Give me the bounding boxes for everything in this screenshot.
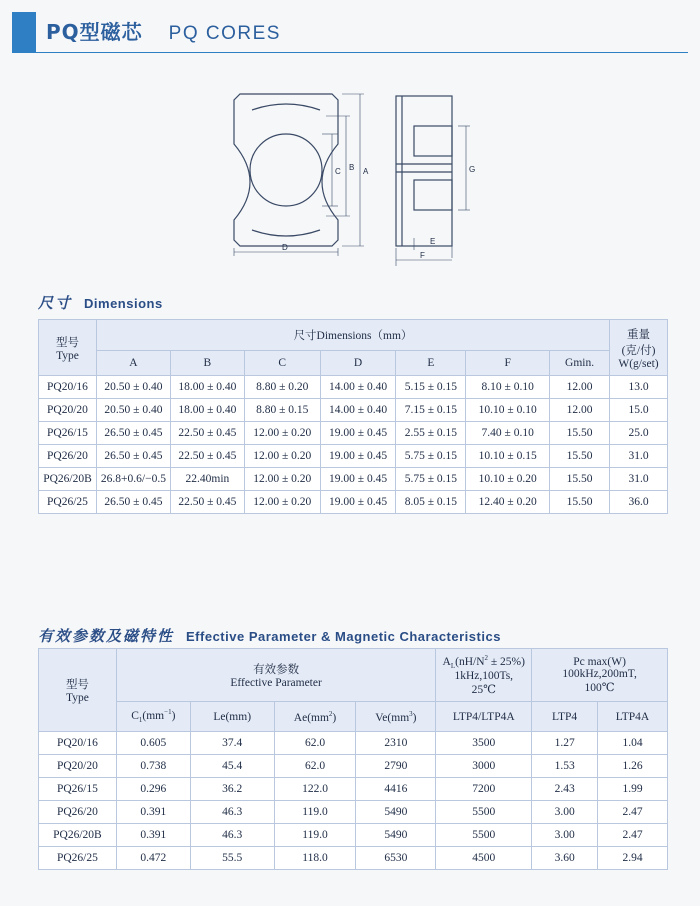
- cell-type: PQ20/20: [39, 399, 97, 422]
- cell-pc1: 2.43: [532, 778, 598, 801]
- cell-ve: 5490: [356, 801, 436, 824]
- col-header-le: Le(mm): [190, 702, 274, 732]
- al-condition-1: 1kHz,100Ts,: [454, 670, 514, 683]
- table-row: [39, 824, 668, 847]
- cell-b: 22.50 ± 0.45: [170, 491, 244, 514]
- cell-w: 15.0: [610, 399, 668, 422]
- cell-al: 3000: [436, 755, 532, 778]
- cell-d: 19.00 ± 0.45: [320, 468, 396, 491]
- cell-c1: 0.296: [116, 778, 190, 801]
- cell-w: 36.0: [610, 491, 668, 514]
- col-header-pc-ltp4: LTP4: [532, 702, 598, 732]
- table-row: [39, 491, 668, 514]
- dim-label-e: E: [430, 237, 436, 246]
- col-header-al-material: LTP4/LTP4A: [436, 702, 532, 732]
- table-row: [39, 755, 668, 778]
- center-post-circle: [250, 134, 322, 206]
- cell-d: 19.00 ± 0.45: [320, 445, 396, 468]
- col-header-d: D: [320, 351, 396, 376]
- cell-g: 15.50: [550, 445, 610, 468]
- dimensions-table: [38, 319, 668, 514]
- cell-g: 15.50: [550, 468, 610, 491]
- cell-a: 26.50 ± 0.45: [96, 491, 170, 514]
- dimensions-type-en: Type: [56, 349, 79, 362]
- cell-type: PQ26/20: [39, 445, 97, 468]
- page-title-cn: PQ型磁芯: [46, 20, 143, 44]
- dimensions-type-header: [39, 320, 97, 376]
- effective-heading-en: Effective Parameter & Magnetic Characteristics: [186, 629, 501, 644]
- pc-header: [532, 649, 668, 702]
- dim-label-a: A: [363, 167, 369, 176]
- cell-e: 5.75 ± 0.15: [396, 445, 466, 468]
- weight-header: [610, 320, 668, 376]
- al-condition-2: 25℃: [471, 684, 496, 697]
- cell-pc2: 2.94: [598, 847, 668, 870]
- cell-ve: 6530: [356, 847, 436, 870]
- table-row: [39, 778, 668, 801]
- page-title: [46, 16, 281, 45]
- effective-type-header: [39, 649, 117, 732]
- col-header-ve: $Ve(mm^3)$: [356, 702, 436, 732]
- cell-f: 8.10 ± 0.10: [466, 376, 550, 399]
- weight-en: W(g/set): [618, 357, 659, 370]
- effective-group-en: Effective Parameter: [230, 677, 322, 689]
- cell-g: 15.50: [550, 491, 610, 514]
- col-header-g: Gmin.: [550, 351, 610, 376]
- table-row: [39, 732, 668, 755]
- cell-b: 18.00 ± 0.40: [170, 399, 244, 422]
- cell-c: 12.00 ± 0.20: [244, 491, 320, 514]
- cell-w: 13.0: [610, 376, 668, 399]
- cell-al: 5500: [436, 801, 532, 824]
- dim-label-f: F: [420, 251, 425, 260]
- cell-a: 26.50 ± 0.45: [96, 422, 170, 445]
- cell-a: 26.50 ± 0.45: [96, 445, 170, 468]
- cell-w: 31.0: [610, 445, 668, 468]
- dimensions-group-header: 尺寸Dimensions（mm）: [96, 320, 609, 351]
- cell-ae: 118.0: [274, 847, 356, 870]
- table-row: [39, 445, 668, 468]
- col-header-e: E: [396, 351, 466, 376]
- page-title-en: PQ CORES: [168, 23, 281, 44]
- cell-al: 7200: [436, 778, 532, 801]
- cell-e: 5.15 ± 0.15: [396, 376, 466, 399]
- title-divider: [12, 52, 688, 53]
- cell-d: 14.00 ± 0.40: [320, 399, 396, 422]
- al-header: $A_L(nH/N^2 \pm 25\%)$ 1kHz,100Ts, 25℃: [436, 649, 532, 702]
- cell-w: 25.0: [610, 422, 668, 445]
- col-header-c: C: [244, 351, 320, 376]
- cell-pc2: 1.99: [598, 778, 668, 801]
- dimensions-heading-en: Dimensions: [84, 296, 163, 311]
- cell-le: 37.4: [190, 732, 274, 755]
- cell-ve: 5490: [356, 824, 436, 847]
- cell-b: 22.50 ± 0.45: [170, 445, 244, 468]
- cell-a: 26.8+0.6/−0.5: [96, 468, 170, 491]
- col-header-pc-ltp4a: LTP4A: [598, 702, 668, 732]
- table-row: [39, 468, 668, 491]
- cell-type: PQ26/20: [39, 801, 117, 824]
- col-header-a: A: [96, 351, 170, 376]
- title-accent-bar: [12, 12, 36, 52]
- cell-ae: 119.0: [274, 801, 356, 824]
- cell-type: PQ26/25: [39, 491, 97, 514]
- cell-c: 12.00 ± 0.20: [244, 468, 320, 491]
- dim-label-g: G: [469, 165, 476, 174]
- cell-ae: 122.0: [274, 778, 356, 801]
- table-row: [39, 422, 668, 445]
- cell-le: 45.4: [190, 755, 274, 778]
- pq-core-drawing: [222, 88, 482, 268]
- cell-pc1: 3.00: [532, 824, 598, 847]
- cell-d: 19.00 ± 0.45: [320, 422, 396, 445]
- cell-e: 7.15 ± 0.15: [396, 399, 466, 422]
- cell-c1: 0.472: [116, 847, 190, 870]
- cell-type: PQ20/16: [39, 732, 117, 755]
- dimensions-heading: [38, 292, 163, 313]
- cell-e: 2.55 ± 0.15: [396, 422, 466, 445]
- col-header-b: B: [170, 351, 244, 376]
- effective-group-cn: 有效参数: [253, 664, 300, 676]
- cell-ae: 62.0: [274, 732, 356, 755]
- cell-g: 12.00: [550, 399, 610, 422]
- dim-label-c: C: [335, 167, 341, 176]
- cell-f: 10.10 ± 0.10: [466, 399, 550, 422]
- weight-cn: 重量: [627, 328, 650, 341]
- cell-type: PQ26/15: [39, 778, 117, 801]
- cell-ve: 2790: [356, 755, 436, 778]
- cell-pc2: 2.47: [598, 801, 668, 824]
- cell-c1: 0.605: [116, 732, 190, 755]
- col-header-f: F: [466, 351, 550, 376]
- cell-d: 14.00 ± 0.40: [320, 376, 396, 399]
- cell-ve: 4416: [356, 778, 436, 801]
- table-row: [39, 801, 668, 824]
- cell-c: 8.80 ± 0.15: [244, 399, 320, 422]
- dim-label-b: B: [349, 163, 355, 172]
- cell-al: 5500: [436, 824, 532, 847]
- cell-pc2: 1.26: [598, 755, 668, 778]
- cell-ve: 2310: [356, 732, 436, 755]
- cell-c: 8.80 ± 0.20: [244, 376, 320, 399]
- cell-type: PQ20/20: [39, 755, 117, 778]
- table-row: [39, 847, 668, 870]
- cell-pc1: 3.00: [532, 801, 598, 824]
- effective-heading-cn: 有效参数及磁特性: [38, 627, 175, 645]
- cell-ae: 119.0: [274, 824, 356, 847]
- cell-ae: 62.0: [274, 755, 356, 778]
- cell-e: 5.75 ± 0.15: [396, 468, 466, 491]
- cell-b: 22.50 ± 0.45: [170, 422, 244, 445]
- col-header-c1: $C_1(mm^{-1})$: [116, 702, 190, 732]
- cell-type: PQ26/25: [39, 847, 117, 870]
- dim-label-d: D: [282, 243, 288, 252]
- pc-condition-1: 100kHz,200mT,: [562, 668, 637, 680]
- cell-pc1: 1.53: [532, 755, 598, 778]
- cell-c1: 0.391: [116, 824, 190, 847]
- cell-type: PQ26/15: [39, 422, 97, 445]
- effective-table: [38, 648, 668, 870]
- cell-le: 55.5: [190, 847, 274, 870]
- cell-type: PQ26/20B: [39, 824, 117, 847]
- dimensions-heading-cn: 尺寸: [38, 294, 73, 312]
- table-row: [39, 399, 668, 422]
- cell-al: 4500: [436, 847, 532, 870]
- pc-title: Pc max(W): [573, 656, 626, 668]
- dimensions-type-cn: 型号: [55, 336, 79, 349]
- cell-al: 3500: [436, 732, 532, 755]
- cell-f: 10.10 ± 0.20: [466, 468, 550, 491]
- cell-g: 15.50: [550, 422, 610, 445]
- cell-c: 12.00 ± 0.20: [244, 422, 320, 445]
- cell-d: 19.00 ± 0.45: [320, 491, 396, 514]
- cell-b: 22.40min: [170, 468, 244, 491]
- table-row: [39, 376, 668, 399]
- cell-f: 10.10 ± 0.15: [466, 445, 550, 468]
- cell-pc2: 1.04: [598, 732, 668, 755]
- cell-e: 8.05 ± 0.15: [396, 491, 466, 514]
- cell-le: 46.3: [190, 801, 274, 824]
- weight-unit-cn: (克/付): [621, 344, 656, 357]
- cell-a: 20.50 ± 0.40: [96, 399, 170, 422]
- pc-condition-2: 100℃: [584, 682, 615, 694]
- cell-pc1: 1.27: [532, 732, 598, 755]
- cell-g: 12.00: [550, 376, 610, 399]
- cell-f: 12.40 ± 0.20: [466, 491, 550, 514]
- side-view-outline: [396, 96, 452, 246]
- cell-type: PQ20/16: [39, 376, 97, 399]
- effective-group-header: [116, 649, 435, 702]
- cell-le: 36.2: [190, 778, 274, 801]
- cell-c: 12.00 ± 0.20: [244, 445, 320, 468]
- cell-w: 31.0: [610, 468, 668, 491]
- cell-a: 20.50 ± 0.40: [96, 376, 170, 399]
- effective-heading: [38, 625, 501, 646]
- cell-c1: 0.738: [116, 755, 190, 778]
- effective-type-en: Type: [66, 692, 89, 704]
- cell-b: 18.00 ± 0.40: [170, 376, 244, 399]
- cell-pc1: 3.60: [532, 847, 598, 870]
- effective-type-cn: 型号: [65, 679, 89, 691]
- cell-le: 46.3: [190, 824, 274, 847]
- col-header-ae: $Ae(mm^2)$: [274, 702, 356, 732]
- cell-type: PQ26/20B: [39, 468, 97, 491]
- cell-f: 7.40 ± 0.10: [466, 422, 550, 445]
- cell-pc2: 2.47: [598, 824, 668, 847]
- cell-c1: 0.391: [116, 801, 190, 824]
